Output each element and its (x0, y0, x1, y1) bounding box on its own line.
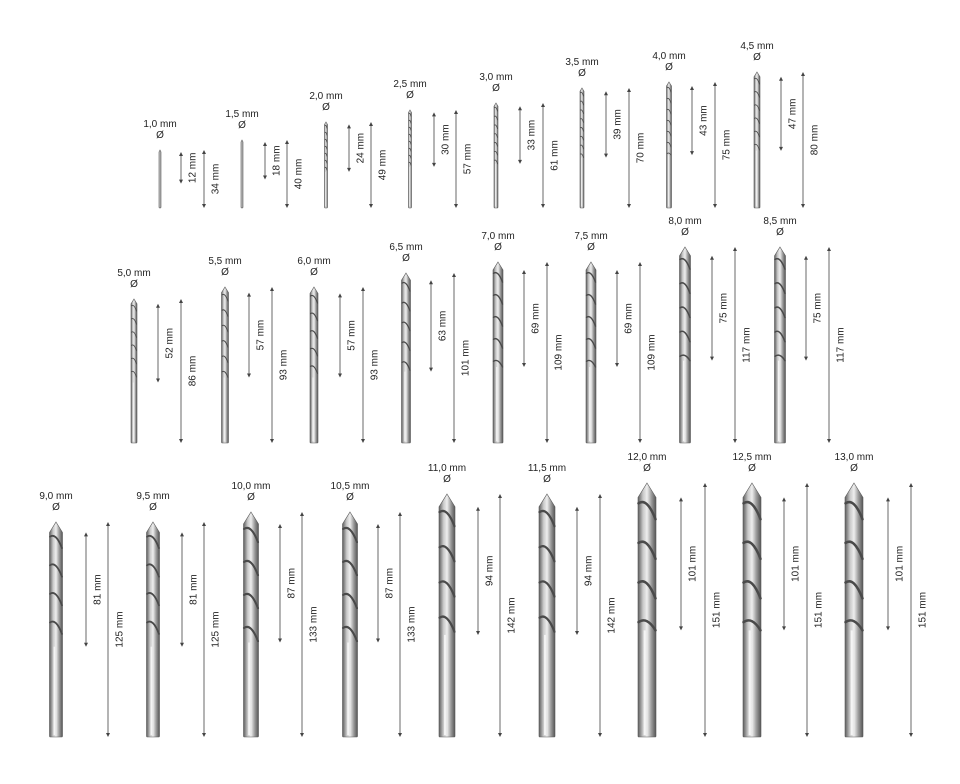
drill-bit (763, 216, 846, 443)
flute-length-dimension (779, 77, 799, 151)
drill-body (775, 247, 786, 443)
diameter-symbol: Ø (681, 227, 689, 238)
diameter-label: 11,0 mm (427, 463, 467, 474)
arrow-up-icon (638, 262, 642, 266)
flute-length-dimension (710, 256, 730, 361)
arrow-down-icon (361, 439, 365, 443)
diameter-label: 10,5 mm (330, 481, 370, 492)
drill-bit (835, 452, 929, 737)
total-length-dimension-label: 57 mm (462, 143, 474, 175)
arrow-up-icon (627, 88, 631, 92)
arrow-up-icon (263, 142, 267, 146)
diameter-symbol: Ø (443, 474, 451, 485)
arrow-down-icon (270, 439, 274, 443)
flute-length-dimension (247, 293, 267, 378)
total-length-dimension (179, 299, 199, 443)
diameter-label: 8,0 mm (668, 216, 702, 227)
flute-length-dimension (376, 524, 396, 643)
total-length-dimension (545, 262, 565, 443)
flute-length-dimension-label: 87 mm (286, 567, 298, 599)
arrow-up-icon (84, 532, 88, 536)
arrow-up-icon (805, 483, 809, 487)
arrow-up-icon (598, 494, 602, 498)
total-length-dimension (361, 287, 381, 443)
diameter-symbol: Ø (665, 62, 673, 73)
drill-bit (740, 41, 820, 208)
arrow-up-icon (518, 106, 522, 110)
diameter-label: 3,0 mm (479, 72, 513, 83)
total-length-dimension (106, 522, 126, 737)
drill-body (241, 140, 243, 208)
diameter-label: 5,0 mm (117, 268, 151, 279)
arrow-up-icon (886, 497, 890, 501)
total-length-dimension (369, 122, 389, 208)
flute-length-dimension-label: 94 mm (484, 555, 496, 587)
diameter-symbol: Ø (753, 52, 761, 63)
flute-length-dimension (156, 304, 176, 383)
total-length-dimension-label: 109 mm (553, 334, 565, 371)
drill-body (667, 82, 672, 208)
flute-length-dimension (180, 532, 200, 646)
diameter-label: 13,0 mm (834, 452, 874, 463)
diameter-symbol: Ø (156, 130, 164, 141)
arrow-down-icon (476, 631, 480, 635)
arrow-up-icon (733, 247, 737, 251)
flute-length-dimension (338, 293, 358, 377)
drill-bit (481, 231, 564, 443)
arrow-up-icon (679, 497, 683, 501)
arrow-up-icon (432, 112, 436, 116)
arrow-down-icon (347, 168, 351, 172)
total-length-dimension-label: 70 mm (635, 132, 647, 164)
total-length-dimension-label: 133 mm (308, 606, 320, 643)
drill-body (409, 110, 412, 208)
arrow-down-icon (156, 379, 160, 383)
arrow-down-icon (575, 631, 579, 635)
arrow-down-icon (263, 175, 267, 179)
flute-length-dimension-label: 47 mm (787, 98, 799, 130)
arrow-down-icon (180, 643, 184, 647)
total-length-dimension-label: 75 mm (721, 129, 733, 161)
total-length-dimension-label: 101 mm (460, 339, 472, 377)
arrow-down-icon (909, 733, 913, 737)
arrow-up-icon (179, 299, 183, 303)
diameter-label: 5,5 mm (208, 256, 242, 267)
drill-bit (428, 463, 518, 737)
flute-length-dimension-label: 87 mm (384, 567, 396, 599)
arrow-up-icon (202, 150, 206, 154)
total-length-dimension (598, 494, 618, 737)
diameter-symbol: Ø (149, 502, 157, 513)
arrow-down-icon (202, 204, 206, 208)
total-length-dimension-label: 142 mm (606, 597, 618, 634)
diameter-symbol: Ø (238, 120, 246, 131)
arrow-up-icon (247, 293, 251, 297)
flute-length-dimension (347, 124, 367, 171)
total-length-dimension (398, 512, 418, 737)
total-length-dimension (909, 483, 929, 737)
arrow-down-icon (522, 363, 526, 367)
diameter-symbol: Ø (494, 242, 502, 253)
arrow-up-icon (369, 122, 373, 126)
flute-length-dimension (263, 142, 283, 179)
arrow-up-icon (452, 273, 456, 277)
arrow-up-icon (498, 494, 502, 498)
diameter-label: 1,5 mm (225, 109, 259, 120)
drill-body (244, 512, 259, 737)
flute-length-dimension-label: 52 mm (164, 327, 176, 359)
arrow-down-icon (804, 357, 808, 361)
arrow-down-icon (84, 643, 88, 647)
arrow-down-icon (710, 357, 714, 361)
arrow-down-icon (615, 363, 619, 367)
diameter-label: 2,0 mm (309, 91, 343, 102)
diameter-symbol: Ø (221, 267, 229, 278)
flute-length-dimension-label: 81 mm (188, 574, 200, 605)
arrow-up-icon (429, 280, 433, 284)
arrow-down-icon (545, 439, 549, 443)
diameter-label: 1,0 mm (143, 119, 177, 130)
arrow-up-icon (804, 256, 808, 260)
drill-bit (136, 491, 221, 737)
arrow-down-icon (278, 639, 282, 643)
drill-bit (297, 256, 380, 443)
arrow-down-icon (598, 733, 602, 737)
flute-length-dimension-label: 81 mm (92, 574, 104, 605)
drill-body (343, 512, 358, 737)
diameter-label: 7,0 mm (481, 231, 515, 242)
arrow-up-icon (300, 512, 304, 516)
diameter-symbol: Ø (543, 474, 551, 485)
flute-length-dimension-label: 75 mm (812, 292, 824, 324)
arrow-down-icon (801, 204, 805, 208)
arrow-up-icon (615, 270, 619, 274)
drill-body (310, 287, 318, 443)
drill-body (743, 483, 761, 737)
flute-length-dimension (84, 532, 104, 646)
flute-length-dimension (804, 256, 824, 361)
drill-bit (208, 256, 289, 443)
diameter-symbol: Ø (52, 502, 60, 513)
flute-length-dimension-label: 69 mm (530, 303, 542, 334)
arrow-up-icon (180, 532, 184, 536)
flute-length-dimension (179, 152, 199, 184)
arrow-up-icon (779, 77, 783, 81)
diameter-symbol: Ø (406, 90, 414, 101)
arrow-down-icon (247, 373, 251, 377)
drill-bit (389, 242, 471, 443)
arrow-up-icon (202, 522, 206, 526)
flute-length-dimension-label: 69 mm (623, 303, 635, 334)
drill-set (39, 41, 928, 737)
arrow-down-icon (679, 626, 683, 630)
total-length-dimension-label: 40 mm (293, 158, 305, 190)
total-length-dimension (498, 494, 518, 737)
total-length-dimension-label: 49 mm (377, 149, 389, 181)
flute-length-dimension (679, 497, 699, 630)
drill-body (439, 494, 455, 737)
total-length-dimension-label: 151 mm (917, 591, 929, 629)
arrow-down-icon (703, 733, 707, 737)
diameter-label: 9,5 mm (136, 491, 170, 502)
arrow-down-icon (106, 733, 110, 737)
arrow-down-icon (827, 439, 831, 443)
diameter-symbol: Ø (322, 102, 330, 113)
drill-bit (309, 91, 388, 208)
arrow-down-icon (713, 204, 717, 208)
arrow-down-icon (733, 439, 737, 443)
flute-length-dimension (604, 91, 624, 157)
diameter-symbol: Ø (492, 83, 500, 94)
diameter-symbol: Ø (850, 463, 858, 474)
arrow-down-icon (429, 368, 433, 372)
flute-length-dimension-label: 39 mm (612, 109, 624, 140)
diameter-label: 3,5 mm (565, 57, 599, 68)
arrow-down-icon (627, 204, 631, 208)
arrow-up-icon (801, 72, 805, 76)
flute-length-dimension (518, 106, 538, 164)
total-length-dimension (202, 150, 222, 208)
total-length-dimension (805, 483, 825, 737)
total-length-dimension-label: 86 mm (187, 355, 199, 387)
flute-length-dimension-label: 30 mm (440, 124, 452, 155)
total-length-dimension-label: 93 mm (369, 349, 381, 381)
arrow-down-icon (779, 147, 783, 151)
drill-bit (479, 72, 560, 208)
drill-body (159, 150, 161, 208)
total-length-dimension-label: 80 mm (809, 124, 821, 156)
drill-body (402, 273, 411, 443)
arrow-down-icon (518, 160, 522, 164)
arrow-up-icon (106, 522, 110, 526)
total-length-dimension-label: 117 mm (741, 327, 753, 363)
arrow-down-icon (369, 204, 373, 208)
arrow-up-icon (285, 140, 289, 144)
arrow-down-icon (432, 163, 436, 167)
arrow-down-icon (604, 154, 608, 158)
diameter-label: 12,5 mm (732, 452, 772, 463)
drill-bit (628, 452, 723, 737)
drill-bit (393, 79, 473, 208)
arrow-down-icon (690, 151, 694, 155)
arrow-up-icon (179, 152, 183, 156)
diameter-symbol: Ø (748, 463, 756, 474)
arrow-down-icon (454, 204, 458, 208)
drill-bit (528, 463, 618, 737)
arrow-up-icon (347, 124, 351, 128)
arrow-down-icon (179, 439, 183, 443)
flute-length-dimension-label: 12 mm (187, 152, 199, 184)
arrow-up-icon (827, 247, 831, 251)
arrow-down-icon (300, 733, 304, 737)
diameter-label: 7,5 mm (574, 231, 608, 242)
flute-length-dimension-label: 43 mm (698, 105, 710, 136)
arrow-up-icon (545, 262, 549, 266)
flute-length-dimension-label: 33 mm (526, 119, 538, 151)
flute-length-dimension (429, 280, 449, 371)
diameter-symbol: Ø (310, 267, 318, 278)
diameter-label: 4,5 mm (740, 41, 774, 52)
arrow-down-icon (338, 373, 342, 377)
diameter-label: 11,5 mm (527, 463, 567, 474)
drill-bit (331, 481, 418, 737)
diameter-label: 2,5 mm (393, 79, 427, 90)
arrow-up-icon (376, 524, 380, 528)
flute-length-dimension (432, 112, 452, 166)
drill-bit (39, 491, 125, 737)
drill-bit (668, 216, 752, 443)
diameter-symbol: Ø (578, 68, 586, 79)
drill-body (845, 483, 863, 737)
diameter-symbol: Ø (247, 492, 255, 503)
total-length-dimension-label: 142 mm (506, 597, 518, 634)
arrow-up-icon (278, 524, 282, 528)
total-length-dimension (270, 287, 290, 443)
arrow-up-icon (454, 110, 458, 114)
arrow-up-icon (361, 287, 365, 291)
arrow-up-icon (398, 512, 402, 516)
drill-bit (574, 231, 657, 443)
arrow-up-icon (156, 304, 160, 308)
total-length-dimension (733, 247, 753, 443)
arrow-up-icon (575, 507, 579, 511)
total-length-dimension-label: 61 mm (549, 140, 561, 171)
diameter-label: 6,0 mm (297, 256, 331, 267)
drill-bit (733, 452, 825, 737)
flute-length-dimension (690, 86, 710, 155)
total-length-dimension (202, 522, 222, 737)
arrow-down-icon (179, 180, 183, 184)
arrow-down-icon (452, 439, 456, 443)
total-length-dimension-label: 93 mm (278, 349, 290, 381)
flute-length-dimension-label: 94 mm (583, 555, 595, 587)
flute-length-dimension (782, 497, 802, 630)
arrow-up-icon (713, 82, 717, 86)
diameter-label: 6,5 mm (389, 242, 423, 253)
flute-length-dimension-label: 24 mm (355, 132, 367, 164)
total-length-dimension-label: 151 mm (711, 591, 723, 629)
arrow-down-icon (202, 733, 206, 737)
flute-length-dimension-label: 101 mm (790, 545, 802, 582)
flute-length-dimension-label: 57 mm (346, 320, 358, 351)
drill-bit (232, 481, 320, 737)
flute-length-dimension-label: 18 mm (271, 145, 283, 177)
total-length-dimension (452, 273, 472, 443)
drill-body (638, 483, 656, 737)
drill-body (586, 262, 596, 443)
flute-length-dimension (278, 524, 298, 643)
drill-body (539, 494, 555, 737)
arrow-up-icon (476, 507, 480, 511)
drill-body (131, 299, 137, 443)
total-length-dimension (713, 82, 733, 208)
arrow-down-icon (541, 204, 545, 208)
total-length-dimension-label: 125 mm (114, 611, 126, 648)
drill-bit (117, 268, 198, 443)
arrow-down-icon (398, 733, 402, 737)
total-length-dimension (827, 247, 847, 443)
total-length-dimension-label: 133 mm (406, 606, 418, 643)
arrow-down-icon (638, 439, 642, 443)
flute-length-dimension-label: 63 mm (437, 310, 449, 342)
drill-body (493, 262, 503, 443)
flute-length-dimension-label: 75 mm (718, 292, 730, 324)
arrow-down-icon (782, 626, 786, 630)
drill-bit (565, 57, 646, 208)
diameter-symbol: Ø (346, 492, 354, 503)
total-length-dimension (454, 110, 474, 208)
flute-length-dimension-label: 101 mm (687, 545, 699, 582)
total-length-dimension (285, 140, 305, 208)
diameter-label: 8,5 mm (763, 216, 797, 227)
total-length-dimension (627, 88, 647, 208)
diameter-label: 9,0 mm (39, 491, 73, 502)
diameter-symbol: Ø (130, 279, 138, 290)
flute-length-dimension (476, 507, 496, 635)
diameter-symbol: Ø (402, 253, 410, 264)
flute-length-dimension (886, 497, 906, 630)
total-length-dimension-label: 109 mm (646, 334, 658, 371)
drill-body (680, 247, 691, 443)
arrow-up-icon (703, 483, 707, 487)
flute-length-dimension (522, 270, 542, 367)
total-length-dimension (638, 262, 658, 443)
total-length-dimension (801, 72, 821, 208)
diameter-symbol: Ø (587, 242, 595, 253)
diameter-symbol: Ø (643, 463, 651, 474)
arrow-up-icon (690, 86, 694, 90)
total-length-dimension-label: 117 mm (835, 327, 847, 363)
total-length-dimension (703, 483, 723, 737)
flute-length-dimension-label: 57 mm (255, 319, 267, 351)
diameter-label: 12,0 mm (627, 452, 667, 463)
arrow-down-icon (805, 733, 809, 737)
arrow-up-icon (710, 256, 714, 260)
drill-bit (652, 51, 732, 208)
total-length-dimension-label: 34 mm (210, 163, 222, 195)
drill-bit (225, 109, 304, 208)
diameter-label: 10,0 mm (231, 481, 271, 492)
arrow-down-icon (376, 639, 380, 643)
drill-bit (143, 119, 221, 208)
arrow-up-icon (270, 287, 274, 291)
diameter-label: 4,0 mm (652, 51, 686, 62)
flute-length-dimension (575, 507, 595, 635)
arrow-up-icon (541, 103, 545, 107)
arrow-down-icon (498, 733, 502, 737)
arrow-up-icon (909, 483, 913, 487)
arrow-up-icon (338, 293, 342, 297)
total-length-dimension (300, 512, 320, 737)
flute-length-dimension (615, 270, 635, 367)
total-length-dimension-label: 125 mm (210, 611, 222, 648)
flute-length-dimension-label: 101 mm (894, 545, 906, 582)
arrow-up-icon (522, 270, 526, 274)
diameter-symbol: Ø (776, 227, 784, 238)
arrow-up-icon (782, 497, 786, 501)
arrow-down-icon (285, 204, 289, 208)
arrow-down-icon (886, 626, 890, 630)
total-length-dimension-label: 151 mm (813, 591, 825, 629)
arrow-up-icon (604, 91, 608, 95)
total-length-dimension (541, 103, 561, 208)
